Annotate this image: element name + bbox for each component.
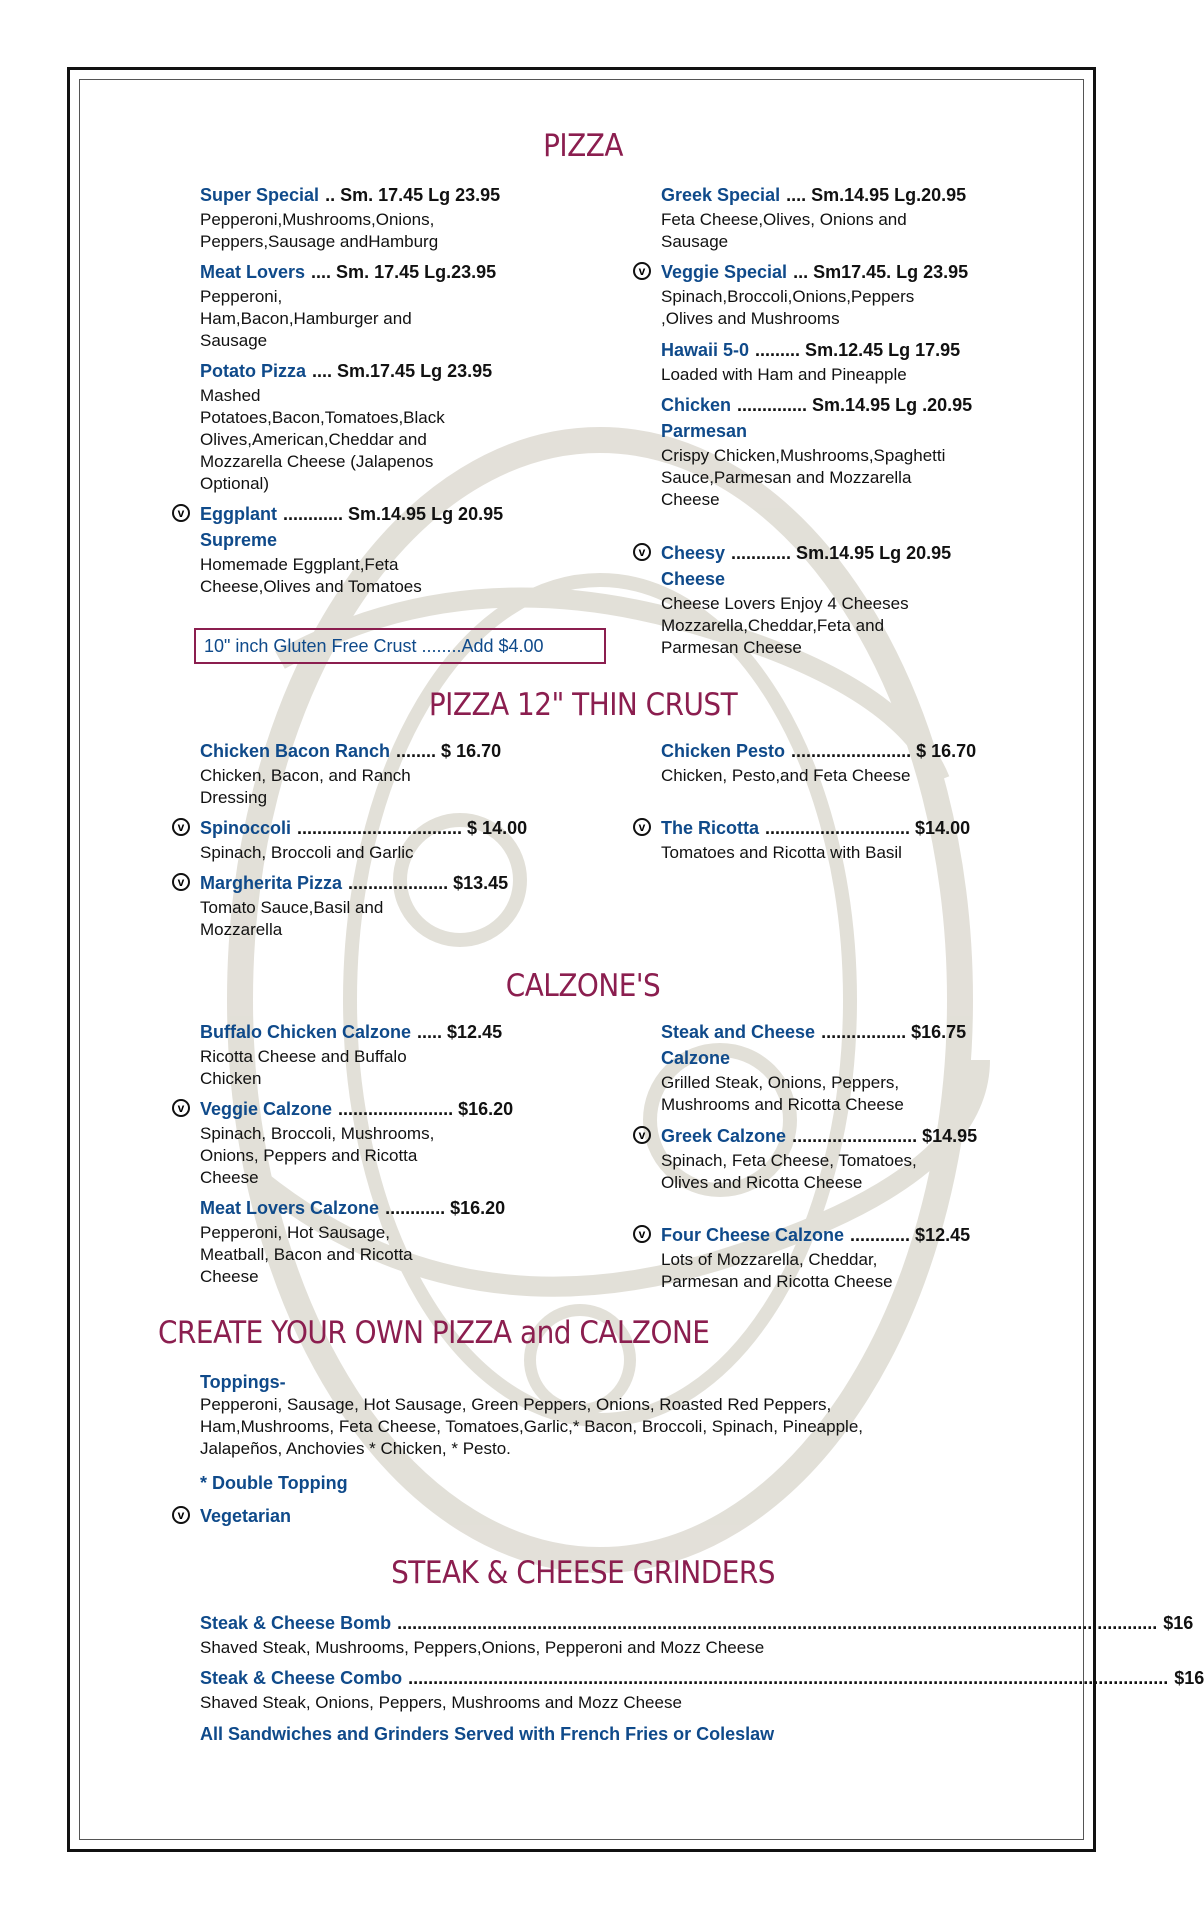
item-name: Greek Calzone	[661, 1126, 787, 1146]
menu-item-chicken-pesto	[661, 740, 1013, 787]
vegetarian-legend	[177, 1505, 1010, 1527]
item-description: Shaved Steak, Mushrooms, Peppers,Onions, Pepperoni and Mozz Cheese	[200, 1638, 765, 1657]
item-price: $16	[1174, 1668, 1204, 1688]
item-description: Homemade Eggplant,Feta Cheese,Olives and Tomatoes	[200, 555, 422, 596]
item-name: Potato Pizza	[200, 361, 307, 381]
menu-item-greek-calzone	[638, 1125, 1013, 1194]
menu-item-margherita-pizza	[177, 872, 552, 941]
item-price: ........ $ 16.70	[396, 741, 502, 761]
vegetarian-icon: v	[172, 504, 190, 522]
vegetarian-icon: v	[172, 818, 190, 836]
menu-item-greek-special	[661, 184, 1013, 253]
item-description: Ricotta Cheese and Buffalo Chicken	[200, 1047, 407, 1088]
menu-item-veggie-calzone	[177, 1098, 552, 1189]
item-name: Steak & Cheese Bomb	[200, 1613, 392, 1633]
menu-item-meat-lovers-calzone	[200, 1197, 552, 1288]
item-description: Loaded with Ham and Pineapple	[661, 365, 907, 384]
sandwich-side-note	[200, 1723, 1010, 1745]
menu-item-steak-cheese-combo	[200, 1667, 1204, 1714]
item-name-continued: Supreme	[200, 530, 278, 550]
menu-item-the-ricotta	[638, 817, 1013, 864]
item-description: Mashed Potatoes,Bacon,Tomatoes,Black Olives,American,Cheddar and Mozzarella Cheese (Jalapenos Optional)	[200, 386, 445, 493]
menu-item-steak-cheese-bomb	[200, 1612, 1194, 1659]
item-description: Spinach, Broccoli, Mushrooms, Onions, Peppers and Ricotta Cheese	[200, 1124, 435, 1187]
item-price: ....................... $16.20	[338, 1099, 514, 1119]
menu-item-chicken-bacon-ranch	[200, 740, 552, 809]
item-name: Veggie Calzone	[200, 1099, 333, 1119]
item-description: Chicken, Bacon, and Ranch Dressing	[200, 766, 411, 807]
menu-item-steak-and-cheese-calzone	[661, 1021, 1013, 1116]
menu-item-buffalo-chicken-calzone	[200, 1021, 552, 1090]
item-price: .... Sm.14.95 Lg.20.95	[786, 185, 967, 205]
item-name: Chicken	[661, 395, 732, 415]
item-price: .. Sm. 17.45 Lg 23.95	[325, 185, 501, 205]
heading-thin-crust: PIZZA 12" THIN CRUST	[428, 687, 738, 723]
vegetarian-icon: v	[633, 1126, 651, 1144]
vegetarian-icon: v	[172, 1099, 190, 1117]
item-price: ............ Sm.14.95 Lg 20.95	[283, 504, 504, 524]
item-name: Four Cheese Calzone	[661, 1225, 845, 1245]
item-name: The Ricotta	[661, 818, 760, 838]
item-name: Eggplant	[200, 504, 277, 524]
vegetarian-icon: v	[172, 873, 190, 891]
menu-item-spinoccoli	[177, 817, 552, 864]
toppings-list: Pepperoni, Sausage, Hot Sausage, Green Peppers, Onions, Roasted Red Peppers, Ham,Mushrooms, Feta Cheese, Tomatoes,Garlic,* Bacon, Broccoli, Spinach, Pineapple, Jalapeños, Anchovies * Chicken, * Pesto.	[200, 1395, 863, 1458]
menu-item-super-special	[200, 184, 552, 253]
item-name: Meat Lovers Calzone	[200, 1198, 380, 1218]
item-price: ... Sm17.45. Lg 23.95	[793, 262, 969, 282]
item-price: ........................ $ 16.70	[791, 741, 977, 761]
item-name: Chicken Bacon Ranch	[200, 741, 391, 761]
vegetarian-icon: v	[633, 262, 651, 280]
item-price: ............ Sm.14.95 Lg 20.95	[731, 543, 952, 563]
item-description: Tomatoes and Ricotta with Basil	[661, 843, 902, 862]
item-name: Hawaii 5-0	[661, 340, 750, 360]
heading-calzones: CALZONE'S	[505, 968, 661, 1004]
item-description: Pepperoni,Mushrooms,Onions, Peppers,Sausage andHamburg	[200, 210, 439, 251]
item-description: Tomato Sauce,Basil and Mozzarella	[200, 898, 384, 939]
item-price: ......... Sm.12.45 Lg 17.95	[755, 340, 961, 360]
gluten-free-notice: 10" inch Gluten Free Crust ........Add $4.00	[194, 628, 606, 664]
menu-item-eggplant-supreme	[177, 503, 552, 598]
item-price: $16	[1163, 1613, 1194, 1633]
item-description: Lots of Mozzarella, Cheddar, Parmesan and Ricotta Cheese	[661, 1250, 893, 1291]
item-price: ......................... $14.95	[792, 1126, 978, 1146]
menu-item-chicken-parmesan	[661, 394, 1013, 511]
heading-pizza: PIZZA	[543, 128, 623, 164]
double-topping-note	[200, 1472, 1010, 1494]
item-description: Spinach, Broccoli and Garlic	[200, 843, 414, 862]
vegetarian-icon: v	[633, 543, 651, 561]
item-name-continued: Calzone	[661, 1048, 731, 1068]
double-topping-label: * Double Topping	[200, 1473, 348, 1493]
item-name: Chicken Pesto	[661, 741, 786, 761]
item-description: Grilled Steak, Onions, Peppers, Mushrooms and Ricotta Cheese	[661, 1073, 904, 1114]
dot-leader: ........................................................................................................................................................	[408, 1668, 1169, 1688]
vegetarian-icon: v	[633, 1225, 651, 1243]
item-description: Crispy Chicken,Mushrooms,Spaghetti Sauce,Parmesan and Mozzarella Cheese	[661, 446, 946, 509]
item-name-continued: Parmesan	[661, 421, 748, 441]
item-name: Steak & Cheese Combo	[200, 1668, 403, 1688]
toppings-label: Toppings-	[200, 1372, 286, 1392]
item-name: Cheesy	[661, 543, 726, 563]
item-name-continued: Cheese	[661, 569, 726, 589]
item-description: Spinach, Feta Cheese, Tomatoes, Olives and Ricotta Cheese	[661, 1151, 917, 1192]
heading-create-your-own: CREATE YOUR OWN PIZZA and CALZONE	[158, 1315, 710, 1351]
item-price: ............ $16.20	[385, 1198, 506, 1218]
toppings-section	[200, 1371, 1010, 1460]
item-price: ................................. $ 14.00	[297, 818, 528, 838]
item-name: Veggie Special	[661, 262, 788, 282]
heading-steak-cheese-grinders: STEAK & CHEESE GRINDERS	[391, 1555, 775, 1591]
item-price: .... Sm. 17.45 Lg.23.95	[311, 262, 497, 282]
menu-item-veggie-special	[638, 261, 1013, 330]
item-description: Chicken, Pesto,and Feta Cheese	[661, 766, 911, 785]
item-name: Buffalo Chicken Calzone	[200, 1022, 412, 1042]
menu-item-potato-pizza	[200, 360, 552, 495]
menu-item-cheesy-cheese	[638, 542, 1013, 659]
item-name: Spinoccoli	[200, 818, 292, 838]
item-price: .............. Sm.14.95 Lg .20.95	[737, 395, 973, 415]
vegetarian-icon: v	[172, 1506, 190, 1524]
item-description: Spinach,Broccoli,Onions,Peppers ,Olives and Mushrooms	[661, 287, 915, 328]
item-price: ..... $12.45	[417, 1022, 503, 1042]
item-description: Pepperoni, Hot Sausage, Meatball, Bacon and Ricotta Cheese	[200, 1223, 413, 1286]
item-name: Margherita Pizza	[200, 873, 343, 893]
item-price: ............ $12.45	[850, 1225, 971, 1245]
side-note-text: All Sandwiches and Grinders Served with French Fries or Coleslaw	[200, 1724, 775, 1744]
item-name: Super Special	[200, 185, 320, 205]
item-description: Shaved Steak, Onions, Peppers, Mushrooms and Mozz Cheese	[200, 1693, 682, 1712]
item-name: Steak and Cheese	[661, 1022, 816, 1042]
item-description: Feta Cheese,Olives, Onions and Sausage	[661, 210, 907, 251]
item-name: Greek Special	[661, 185, 781, 205]
item-price: ................. $16.75	[821, 1022, 967, 1042]
item-description: Cheese Lovers Enjoy 4 Cheeses Mozzarella,Cheddar,Feta and Parmesan Cheese	[661, 594, 909, 657]
menu-item-four-cheese-calzone	[638, 1224, 1013, 1293]
item-price: .................... $13.45	[348, 873, 509, 893]
vegetarian-icon: v	[633, 818, 651, 836]
item-price: ............................. $14.00	[765, 818, 971, 838]
dot-leader: ........................................................................................................................................................	[397, 1613, 1158, 1633]
vegetarian-label: Vegetarian	[200, 1506, 292, 1526]
menu-item-hawaii-5-0	[661, 339, 1013, 386]
item-price: .... Sm.17.45 Lg 23.95	[312, 361, 493, 381]
item-description: Pepperoni, Ham,Bacon,Hamburger and Sausage	[200, 287, 412, 350]
menu-item-meat-lovers	[200, 261, 552, 352]
item-name: Meat Lovers	[200, 262, 306, 282]
